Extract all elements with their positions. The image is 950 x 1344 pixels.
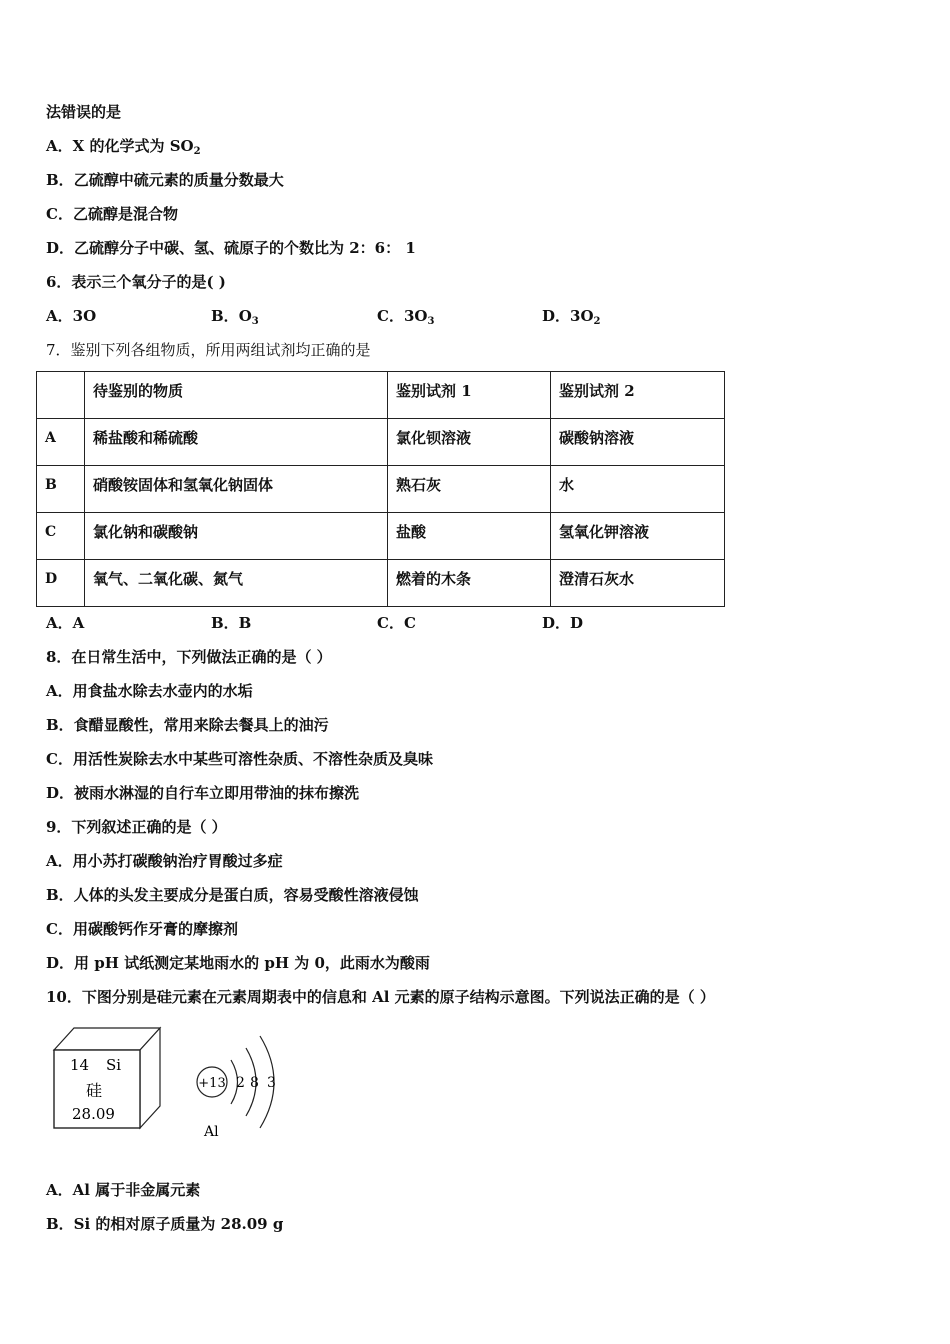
si-symbol: Si [106, 1056, 122, 1074]
table-cell: 稀盐酸和稀硫酸 [85, 419, 388, 466]
al-label: Al [204, 1124, 219, 1140]
q5-stem-tail: 法错误的是 [46, 103, 122, 121]
al-shell-1: 2 [236, 1075, 245, 1091]
si-atomic-mass: 28.09 [72, 1105, 115, 1123]
q8-option-b: B．食醋显酸性，常用来除去餐具上的油污 [46, 716, 329, 734]
table-cell: 盐酸 [388, 513, 551, 560]
table-cell: 氯化钡溶液 [388, 419, 551, 466]
table-row [37, 513, 725, 560]
al-shell-3: 3 [267, 1075, 276, 1091]
table-cell: 燃着的木条 [388, 560, 551, 607]
table-cell: 水 [551, 466, 725, 513]
table-header-row [37, 372, 725, 419]
q5-option-b: B．乙硫醇中硫元素的质量分数最大 [46, 171, 284, 189]
q9-option-b: B．人体的头发主要成分是蛋白质，容易受酸性溶液侵蚀 [46, 886, 419, 904]
q8-option-a: A．用食盐水除去水壶内的水垢 [46, 682, 253, 700]
q6-option-a: A．3O [46, 307, 97, 325]
q6-option-c: C．$3O_3$ [377, 307, 435, 327]
q8-option-c: C．用活性炭除去水中某些可溶性杂质、不溶性杂质及臭味 [46, 750, 433, 768]
table-header-cell [37, 372, 85, 419]
table-cell: 氧气、二氧化碳、氮气 [85, 560, 388, 607]
q7-option-c: C．C [377, 614, 416, 632]
q7-stem: 7．鉴别下列各组物质，所用两组试剂均正确的是 [46, 341, 371, 359]
table-cell: 碳酸钠溶液 [551, 419, 725, 466]
q8-option-d: D．被雨水淋湿的自行车立即用带油的抹布擦洗 [46, 784, 360, 802]
table-cell: 氢氧化钾溶液 [551, 513, 725, 560]
table-cell: 氯化钠和碳酸钠 [85, 513, 388, 560]
q9-stem: 9．下列叙述正确的是（ ） [46, 818, 227, 836]
q7-option-b: B．B [211, 614, 252, 632]
q10-option-a: A．Al 属于非金属元素 [46, 1181, 201, 1199]
q5-option-d: D．乙硫醇分子中碳、氢、硫原子的个数比为 2：6： 1 [46, 239, 416, 257]
table-row [37, 466, 725, 513]
q9-option-d: D．用 pH 试纸测定某地雨水的 pH 为 0，此雨水为酸雨 [46, 954, 430, 972]
q10-stem: 10．下图分别是硅元素在元素周期表中的信息和 Al 元素的原子结构示意图。下列说法正确的是（ ） [46, 988, 715, 1006]
si-atomic-number: 14 [70, 1056, 90, 1074]
table-cell: 熟石灰 [388, 466, 551, 513]
q9-option-c: C．用碳酸钙作牙膏的摩擦剂 [46, 920, 238, 938]
q10-figure-svg [48, 1020, 288, 1145]
q9-option-a: A．用小苏打碳酸钠治疗胃酸过多症 [46, 852, 283, 870]
table-header-cell: 鉴别试剂 2 [551, 372, 725, 419]
al-nucleus-charge: +13 [198, 1076, 226, 1091]
q8-stem: 8．在日常生活中，下列做法正确的是（ ） [46, 648, 332, 666]
q7-option-a: A．A [46, 614, 85, 632]
table-cell: 澄清石灰水 [551, 560, 725, 607]
q10-option-b: B．Si 的相对原子质量为 28.09 g [46, 1215, 284, 1233]
table-header-cell: 鉴别试剂 1 [388, 372, 551, 419]
si-name: 硅 [86, 1081, 103, 1100]
silicon-element-card [54, 1028, 160, 1128]
table-header-cell: 待鉴别的物质 [85, 372, 388, 419]
q6-option-b: B．$O_3$ [211, 307, 259, 327]
q10-figure [48, 1020, 288, 1149]
table-cell: 硝酸铵固体和氢氧化钠固体 [85, 466, 388, 513]
q7-option-d: D．D [542, 614, 584, 632]
table-row [37, 560, 725, 607]
q6-stem: 6．表示三个氧分子的是( ) [46, 273, 226, 291]
q5-option-c: C．乙硫醇是混合物 [46, 205, 178, 223]
aluminium-atom-diagram [197, 1036, 276, 1140]
table-row [37, 419, 725, 466]
table-cell: C [37, 513, 85, 560]
table-cell: A [37, 419, 85, 466]
q5-option-a: A．X 的化学式为 $SO_2$ [46, 137, 201, 157]
table-cell: D [37, 560, 85, 607]
q7-table [36, 371, 725, 607]
table-cell: B [37, 466, 85, 513]
q6-option-d: D．$3O_2$ [542, 307, 601, 327]
al-shell-2: 8 [250, 1075, 259, 1091]
